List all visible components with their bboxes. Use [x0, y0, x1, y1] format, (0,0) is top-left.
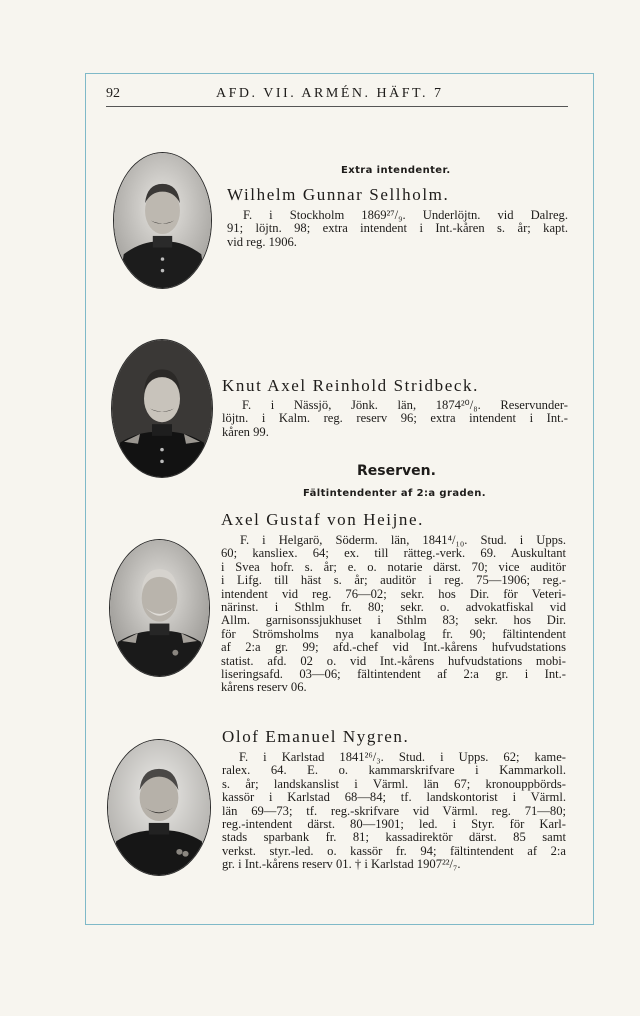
bio-line: 60; kansliex. 64; ex. till rätteg.-verk. 69. Auskultant — [221, 546, 566, 561]
bio-line: för Strömsholms nya kanalbolag fr. 90; fältintendent — [221, 626, 566, 641]
bio-line: kåren 99. — [222, 424, 269, 439]
bio-line: i Svea hofr. s. år; e. o. notarie därst. 70; vice auditör — [221, 559, 566, 574]
running-header — [106, 86, 568, 108]
bio-line: F. i Karlstad 1841²⁶/₃. Stud. i Upps. 62; kame- — [239, 750, 566, 764]
portrait-nygren — [107, 739, 211, 876]
entry-bio-stridbeck — [222, 399, 568, 439]
bio-line: F. i Helgarö, Söderm. län, 1841⁴/₁₀. Stud. i Upps. — [240, 533, 566, 547]
bio-line: intendent vid reg. 76—02; sekr. hos Dir. för Veteri- — [221, 586, 566, 601]
bio-line: gr. i Int.-kårens reserv 01. † i Karlstad 1907²²/₇. — [222, 857, 461, 872]
entry-name-sellholm: Wilhelm Gunnar Sellholm. — [227, 185, 450, 204]
bio-line: F. i Stockholm 1869²⁷/₉. Underlöjtn. vid Dalreg. — [243, 208, 568, 222]
bio-line: verkst. styr.-led. o. kassör fr. 94; fältintendent af 2:a — [222, 843, 566, 858]
running-title: AFD. VII. ARMÉN. HÄFT. 7 — [216, 86, 444, 101]
bio-line: Allm. garnisonssjukhuset i Sthlm 83; sekr. hos Dir. — [221, 613, 566, 628]
bio-line: län 69—73; tf. reg.-skrifvare vid Värml. reg. 71—80; — [222, 803, 566, 818]
bio-line: F. i Nässjö, Jönk. län, 1874²⁰/₈. Reservunder- — [242, 398, 568, 412]
bio-line: af 2:a gr. 99; afd.-chef vid Int.-kårens hufvudstations — [221, 640, 566, 655]
section-heading-extra-intendenter: Extra intendenter. — [341, 165, 451, 176]
section-heading-faltintendenter: Fältintendenter af 2:a graden. — [303, 488, 486, 499]
portrait-sellholm — [113, 152, 212, 289]
entry-name-nygren: Olof Emanuel Nygren. — [222, 727, 410, 746]
entry-bio-heijne — [221, 534, 566, 695]
header-rule — [106, 106, 568, 107]
entry-bio-nygren — [222, 751, 566, 872]
bio-line: liseringsafd. 03—06; fältintendent af 2:a gr. i Int.- — [221, 667, 566, 682]
bio-line: närinst. i Sthlm fr. 80; sekr. o. advokatfiskal vid — [221, 600, 566, 615]
bio-line: ralex. 64. E. o. kammarskrifvare i Kammarkoll. — [222, 763, 566, 778]
entry-name-heijne: Axel Gustaf von Heijne. — [221, 510, 424, 529]
bio-line: löjtn. i Kalm. reg. reserv 96; extra intendent i Int.- — [222, 411, 568, 426]
bio-line: kårens reserv 06. — [221, 680, 307, 695]
entry-bio-sellholm — [227, 209, 568, 249]
bio-line: i Lifg. till häst s. år; auditör i reg. 75—1906; reg.- — [221, 573, 566, 588]
section-heading-reserven: Reserven. — [357, 463, 436, 479]
bio-line: 91; löjtn. 98; extra intendent i Int.-kåren s. år; kapt. — [227, 221, 568, 236]
portrait-stridbeck — [111, 339, 213, 478]
portrait-heijne — [109, 539, 210, 677]
entry-name-stridbeck: Knut Axel Reinhold Stridbeck. — [222, 376, 479, 395]
bio-line: statist. afd. 02 o. vid Int.-kårens hufvudstations mobi- — [221, 653, 566, 668]
page-number: 92 — [106, 86, 120, 101]
bio-line: s. år; landskanslist i Värml. län 67; kronouppbörds- — [222, 776, 566, 791]
bio-line: stads sparbank fr. 81; kassadirektör därst. 85 samt — [222, 830, 566, 845]
bio-line: kassör i Karlstad 68—84; tf. landskontorist i Värml. — [222, 790, 566, 805]
bio-line: reg.-intendent därst. 80—1901; led. i Styr. för Karl- — [222, 817, 566, 832]
bio-line: vid reg. 1906. — [227, 234, 297, 249]
